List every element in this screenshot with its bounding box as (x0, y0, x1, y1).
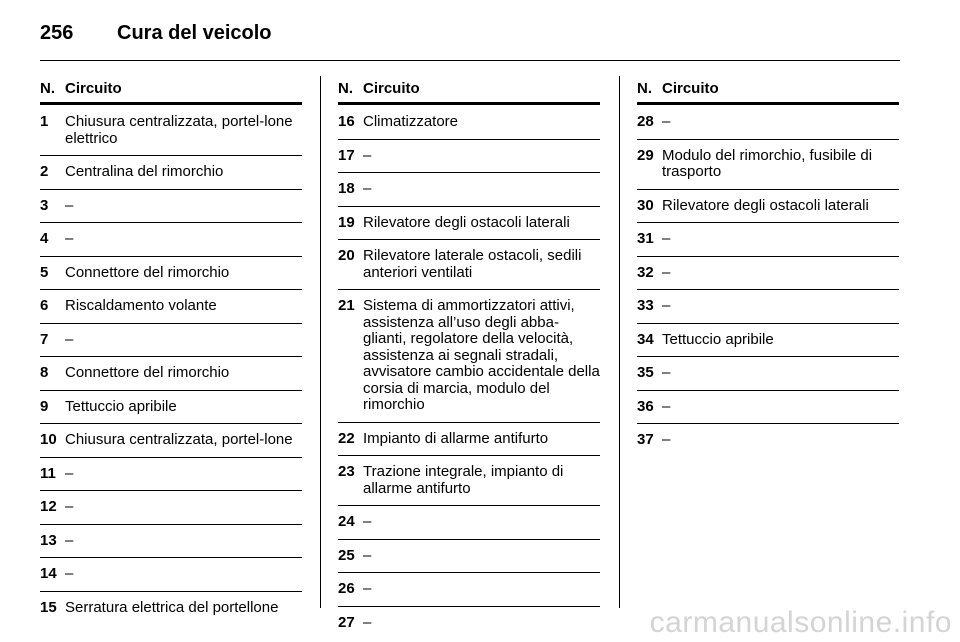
circuit-row (40, 223, 302, 257)
circuit-row (40, 105, 302, 156)
circuit-description: – (662, 263, 671, 281)
circuit-description: – (363, 513, 372, 530)
circuit-description: – (65, 230, 74, 247)
circuit-number: 25 (338, 546, 355, 564)
circuit-row (338, 105, 600, 140)
circuit-description: Climatizzatore (363, 113, 459, 130)
circuit-list (40, 105, 302, 624)
circuit-number: 7 (40, 330, 49, 348)
circuit-description: – (662, 113, 671, 130)
circuit-row (338, 423, 600, 457)
circuit-number: 14 (40, 565, 57, 582)
circuit-row (637, 190, 899, 224)
circuit-number: 31 (637, 230, 654, 247)
circuit-row (40, 324, 302, 358)
circuit-description: Rilevatore laterale ostacoli, sedili anteriori ventilati (363, 247, 582, 281)
circuit-row (338, 173, 600, 207)
circuit-row (637, 290, 899, 324)
circuit-number: 28 (637, 113, 654, 130)
circuit-column-3 (637, 80, 899, 457)
circuit-column-2 (338, 80, 600, 639)
column-header (637, 80, 899, 105)
circuit-number: 21 (338, 297, 355, 314)
circuit-description: – (363, 180, 372, 197)
column-header-number: N. (40, 80, 55, 97)
circuit-row (637, 391, 899, 425)
circuit-row (637, 357, 899, 391)
circuit-description: Riscaldamento volante (65, 297, 217, 314)
circuit-number: 10 (40, 431, 57, 448)
circuit-row (40, 525, 302, 559)
circuit-number: 9 (40, 397, 49, 415)
circuit-number: 1 (40, 113, 49, 130)
circuit-description: – (65, 464, 74, 482)
circuit-description: – (363, 613, 372, 631)
circuit-row (338, 607, 600, 640)
header-rule (40, 60, 900, 61)
column-header-number: N. (637, 80, 652, 97)
circuit-number: 3 (40, 196, 49, 214)
column-header (40, 80, 302, 105)
circuit-list (637, 105, 899, 457)
circuit-row (338, 456, 600, 506)
circuit-number: 30 (637, 196, 654, 214)
circuit-description: – (65, 330, 74, 348)
circuit-row (40, 357, 302, 391)
circuit-number: 2 (40, 163, 49, 180)
column-header-number: N. (338, 80, 353, 97)
circuit-row (40, 156, 302, 190)
circuit-number: 19 (338, 213, 355, 231)
circuit-description: Connettore del rimorchio (65, 364, 230, 381)
circuit-number: 5 (40, 263, 49, 281)
circuit-number: 26 (338, 580, 355, 597)
circuit-description: Impianto di allarme antifurto (363, 429, 549, 447)
column-header-label: Circuito (662, 80, 719, 97)
circuit-column-1 (40, 80, 302, 624)
circuit-description: – (662, 431, 671, 448)
page-number: 256 (40, 21, 74, 44)
circuit-number: 6 (40, 297, 49, 314)
circuit-number: 29 (637, 146, 654, 164)
circuit-number: 24 (338, 513, 355, 530)
circuit-description: – (662, 230, 671, 247)
circuit-number: 27 (338, 613, 355, 631)
circuit-number: 33 (637, 297, 654, 314)
circuit-row (338, 540, 600, 574)
column-header (338, 80, 600, 105)
column-divider-1 (320, 76, 321, 608)
circuit-row (40, 458, 302, 492)
circuit-description: Centralina del rimorchio (65, 163, 224, 180)
circuit-number: 20 (338, 247, 355, 264)
circuit-description: Chiusura centralizzata, portel-lone (65, 431, 293, 448)
circuit-description: – (662, 364, 671, 381)
circuit-number: 12 (40, 498, 57, 515)
circuit-description: – (65, 196, 74, 214)
circuit-description: – (363, 546, 372, 564)
circuit-number: 35 (637, 364, 654, 381)
circuit-description: Rilevatore degli ostacoli laterali (662, 196, 869, 214)
column-divider-2 (619, 76, 620, 608)
page-title: Cura del veicolo (117, 21, 272, 44)
circuit-row (338, 240, 600, 290)
circuit-description: Sistema di ammortizzatori attivi, assistenza all’uso degli abba-glianti, regolatore della velocità, assistenza ai segnali stradali, avvisatore cambio accidentale della corsia di marcia, modulo del rimorchio (363, 297, 600, 413)
circuit-number: 17 (338, 146, 355, 164)
circuit-number: 13 (40, 531, 57, 549)
column-header-label: Circuito (65, 80, 122, 97)
circuit-description: – (662, 297, 671, 314)
circuit-row (338, 506, 600, 540)
circuit-number: 11 (40, 464, 56, 482)
watermark: carmanualsonline.info (649, 606, 952, 639)
circuit-number: 22 (338, 429, 355, 447)
circuit-row (338, 573, 600, 607)
circuit-row (338, 140, 600, 174)
circuit-number: 16 (338, 113, 355, 130)
circuit-description: – (65, 565, 74, 582)
circuit-row (40, 558, 302, 592)
circuit-row (637, 140, 899, 190)
circuit-description: Trazione integrale, impianto di allarme antifurto (363, 463, 564, 497)
circuit-description: Modulo del rimorchio, fusibile di trasporto (662, 146, 873, 180)
circuit-number: 34 (637, 330, 654, 348)
circuit-description: Tettuccio apribile (662, 330, 774, 348)
circuit-description: Serratura elettrica del portellone (65, 598, 279, 616)
circuit-row (40, 592, 302, 625)
circuit-number: 8 (40, 364, 49, 381)
circuit-description: – (65, 498, 74, 515)
circuit-description: Tettuccio apribile (65, 397, 177, 415)
circuit-description: – (662, 397, 671, 415)
circuit-list (338, 105, 600, 639)
circuit-row (40, 257, 302, 291)
circuit-number: 32 (637, 263, 654, 281)
circuit-description: – (363, 580, 372, 597)
circuit-row (637, 105, 899, 140)
circuit-row (40, 391, 302, 425)
column-header-label: Circuito (363, 80, 420, 97)
circuit-row (637, 324, 899, 358)
circuit-description: Connettore del rimorchio (65, 263, 230, 281)
circuit-description: Rilevatore degli ostacoli laterali (363, 213, 570, 231)
circuit-row (637, 223, 899, 257)
circuit-number: 15 (40, 598, 57, 616)
circuit-row (338, 290, 600, 423)
circuit-number: 18 (338, 180, 355, 197)
circuit-number: 4 (40, 230, 49, 247)
page-header (40, 18, 272, 48)
circuit-number: 36 (637, 397, 654, 415)
circuit-row (338, 207, 600, 241)
circuit-description: – (363, 146, 372, 164)
circuit-description: Chiusura centralizzata, portel-lone elettrico (65, 113, 293, 147)
circuit-number: 23 (338, 463, 355, 480)
circuit-row (40, 190, 302, 224)
circuit-row (637, 424, 899, 457)
circuit-row (40, 424, 302, 458)
circuit-row (40, 491, 302, 525)
circuit-number: 37 (637, 431, 654, 448)
circuit-description: – (65, 531, 74, 549)
circuit-row (40, 290, 302, 324)
circuit-row (637, 257, 899, 291)
